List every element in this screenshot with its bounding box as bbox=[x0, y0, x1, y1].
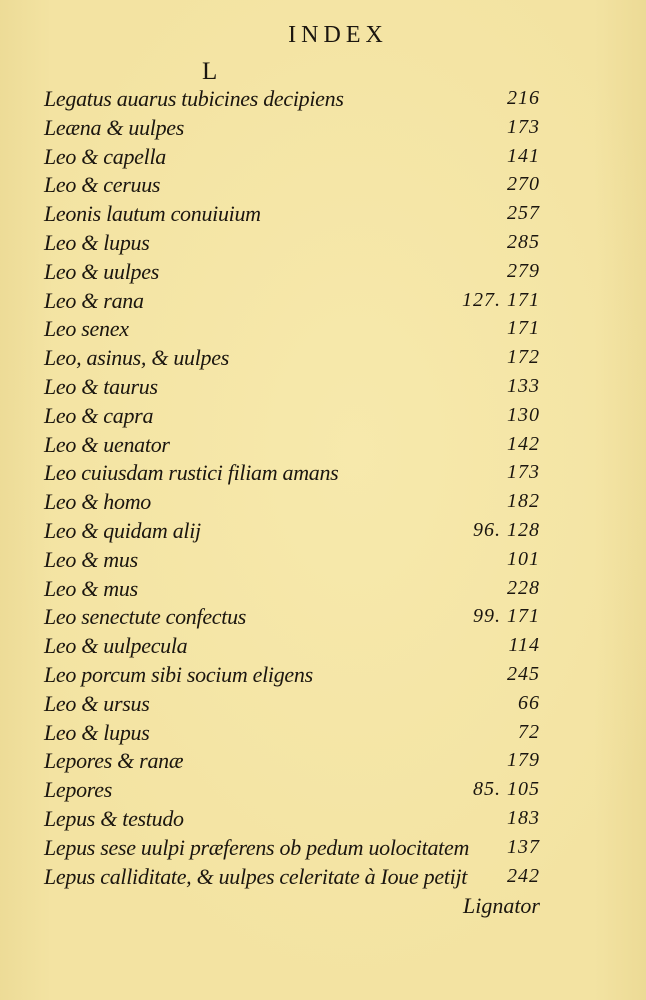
entry-pages: 228 bbox=[507, 576, 540, 599]
entry-name: Leo & lupus bbox=[44, 229, 150, 255]
index-entry bbox=[0, 804, 646, 833]
index-entry bbox=[0, 545, 646, 574]
index-entry bbox=[0, 228, 646, 257]
index-entry bbox=[0, 343, 646, 372]
entry-name: Leo & capella bbox=[44, 143, 166, 169]
entry-pages: 66 bbox=[518, 691, 540, 714]
entry-name: Leo senectute confectus bbox=[44, 604, 247, 630]
entry-pages: 114 bbox=[508, 634, 540, 657]
index-entry bbox=[0, 113, 646, 142]
entry-pages: 137 bbox=[507, 835, 540, 858]
entry-name: Lepus sese uulpi præferens ob pedum uolocitatem bbox=[44, 834, 470, 860]
index-entry bbox=[0, 286, 646, 315]
index-entry bbox=[0, 833, 646, 862]
entry-name: Leo porcum sibi socium eligens bbox=[44, 661, 313, 687]
index-entry bbox=[0, 660, 646, 689]
index-entry bbox=[0, 718, 646, 747]
entry-pages: 173 bbox=[507, 115, 540, 138]
entry-pages: 179 bbox=[507, 749, 540, 772]
entry-pages: 245 bbox=[507, 662, 540, 685]
entry-pages: 99. 171 bbox=[473, 605, 540, 628]
entry-pages: 171 bbox=[507, 317, 540, 340]
entry-name: Leo & uulpecula bbox=[44, 633, 188, 659]
entry-pages: 101 bbox=[507, 547, 540, 570]
entry-pages: 130 bbox=[507, 403, 540, 426]
index-entry bbox=[0, 862, 646, 891]
index-entry bbox=[0, 487, 646, 516]
entry-name: Leæna & uulpes bbox=[44, 114, 185, 140]
index-entry bbox=[0, 401, 646, 430]
index-entries bbox=[0, 84, 646, 890]
entry-name: Lepores bbox=[44, 777, 112, 803]
entry-pages: 285 bbox=[507, 230, 540, 253]
entry-pages: 257 bbox=[507, 202, 540, 225]
index-entry bbox=[0, 372, 646, 401]
entry-pages: 133 bbox=[507, 374, 540, 397]
entry-name: Leo & mus bbox=[44, 575, 138, 601]
entry-pages: 127. 171 bbox=[462, 288, 540, 311]
entry-pages: 279 bbox=[507, 259, 540, 282]
index-entry bbox=[0, 314, 646, 343]
index-entry bbox=[0, 170, 646, 199]
entry-name: Lepus & testudo bbox=[44, 805, 184, 831]
entry-pages: 172 bbox=[507, 346, 540, 369]
index-entry bbox=[0, 516, 646, 545]
entry-name: Leo & ceruus bbox=[44, 172, 161, 198]
entry-name: Leo & rana bbox=[44, 287, 144, 313]
entry-name: Leo & capra bbox=[44, 402, 154, 428]
entry-name: Leo & homo bbox=[44, 489, 152, 515]
entry-pages: 96. 128 bbox=[473, 518, 540, 541]
entry-pages: 183 bbox=[507, 806, 540, 829]
index-entry bbox=[0, 574, 646, 603]
section-letter: L bbox=[202, 58, 218, 85]
index-entry bbox=[0, 199, 646, 228]
entry-name: Leo & uulpes bbox=[44, 258, 159, 284]
entry-name: Leo & ursus bbox=[44, 690, 150, 716]
index-entry bbox=[0, 257, 646, 286]
index-entry bbox=[0, 775, 646, 804]
entry-name: Leonis lautum conuiuium bbox=[44, 201, 261, 227]
entry-pages: 173 bbox=[507, 461, 540, 484]
entry-name: Leo & quidam alij bbox=[44, 517, 201, 543]
entry-name: Leo & uenator bbox=[44, 431, 170, 457]
entry-name: Lepus calliditate, & uulpes celeritate à Ioue petijt bbox=[44, 863, 468, 889]
running-head: INDEX bbox=[288, 22, 388, 48]
index-entry bbox=[0, 631, 646, 660]
entry-pages: 85. 105 bbox=[473, 778, 540, 801]
entry-name: Lepores & ranæ bbox=[44, 748, 184, 774]
index-entry bbox=[0, 689, 646, 718]
entry-pages: 242 bbox=[507, 864, 540, 887]
index-entry bbox=[0, 458, 646, 487]
entry-name: Leo senex bbox=[44, 316, 129, 342]
entry-pages: 141 bbox=[507, 144, 540, 167]
entry-name: Leo, asinus, & uulpes bbox=[44, 345, 229, 371]
entry-pages: 216 bbox=[507, 87, 540, 109]
entry-name: Leo & lupus bbox=[44, 719, 150, 745]
entry-pages: 270 bbox=[507, 173, 540, 196]
entry-name: Leo & taurus bbox=[44, 373, 158, 399]
index-entry bbox=[0, 84, 646, 113]
index-entry bbox=[0, 430, 646, 459]
entry-name: Legatus auarus tubicines decipiens bbox=[44, 86, 344, 111]
entry-name: Leo & mus bbox=[44, 546, 138, 572]
catchword: Lignator bbox=[462, 893, 540, 918]
entry-pages: 72 bbox=[518, 720, 540, 743]
entry-pages: 142 bbox=[507, 432, 540, 455]
index-entry bbox=[0, 746, 646, 775]
index-entry bbox=[0, 602, 646, 631]
entry-pages: 182 bbox=[507, 490, 540, 513]
index-entry bbox=[0, 142, 646, 171]
entry-name: Leo cuiusdam rustici filiam amans bbox=[44, 460, 339, 486]
